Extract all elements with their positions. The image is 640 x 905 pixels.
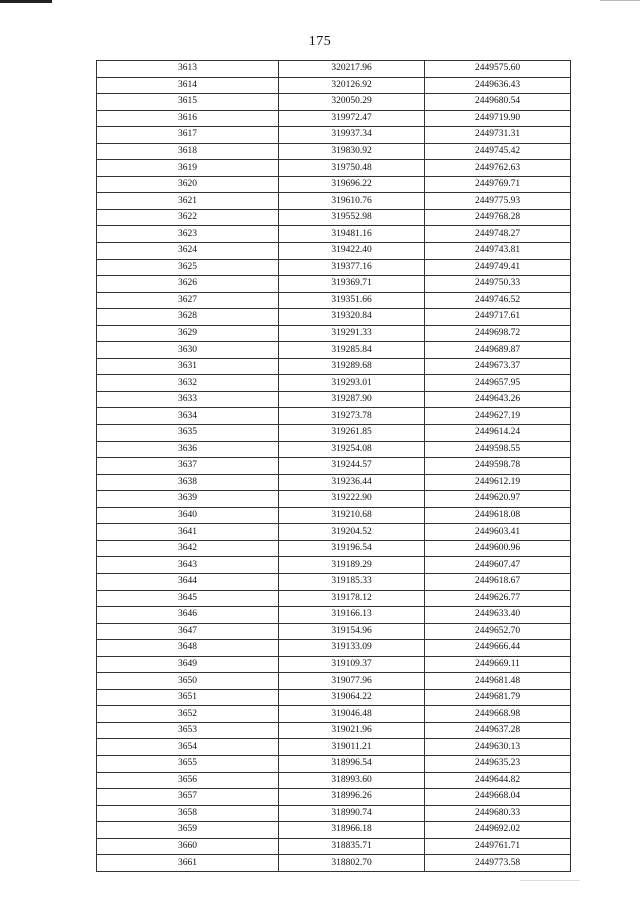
point-number-cell: 3627: [97, 292, 279, 309]
table-row: [97, 143, 571, 160]
y-coordinate-cell: 2449749.41: [425, 259, 571, 276]
table-row: [97, 226, 571, 243]
y-coordinate-cell: 2449644.82: [425, 772, 571, 789]
table-row: [97, 176, 571, 193]
table-row: [97, 524, 571, 541]
y-coordinate-cell: 2449666.44: [425, 640, 571, 657]
x-coordinate-cell: 318835.71: [279, 838, 425, 855]
y-coordinate-cell: 2449598.55: [425, 441, 571, 458]
table-row: [97, 640, 571, 657]
x-coordinate-cell: 319287.90: [279, 391, 425, 408]
table-row: [97, 61, 571, 78]
y-coordinate-cell: 2449692.02: [425, 822, 571, 839]
point-number-cell: 3640: [97, 507, 279, 524]
x-coordinate-cell: 318996.26: [279, 789, 425, 806]
y-coordinate-cell: 2449750.33: [425, 276, 571, 293]
x-coordinate-cell: 319937.34: [279, 127, 425, 144]
table-row: [97, 375, 571, 392]
y-coordinate-cell: 2449719.90: [425, 110, 571, 127]
x-coordinate-cell: 319204.52: [279, 524, 425, 541]
table-row: [97, 507, 571, 524]
point-number-cell: 3637: [97, 458, 279, 475]
table-row: [97, 755, 571, 772]
point-number-cell: 3616: [97, 110, 279, 127]
table-row: [97, 623, 571, 640]
y-coordinate-cell: 2449598.78: [425, 458, 571, 475]
x-coordinate-cell: 318996.54: [279, 755, 425, 772]
table-row: [97, 309, 571, 326]
x-coordinate-cell: 318990.74: [279, 805, 425, 822]
x-coordinate-cell: 318802.70: [279, 855, 425, 872]
point-number-cell: 3655: [97, 755, 279, 772]
table-row: [97, 425, 571, 442]
point-number-cell: 3638: [97, 474, 279, 491]
point-number-cell: 3652: [97, 706, 279, 723]
y-coordinate-cell: 2449635.23: [425, 755, 571, 772]
x-coordinate-cell: 319196.54: [279, 540, 425, 557]
y-coordinate-cell: 2449669.11: [425, 656, 571, 673]
y-coordinate-cell: 2449668.04: [425, 789, 571, 806]
point-number-cell: 3632: [97, 375, 279, 392]
point-number-cell: 3644: [97, 573, 279, 590]
table-row: [97, 276, 571, 293]
point-number-cell: 3618: [97, 143, 279, 160]
x-coordinate-cell: 319189.29: [279, 557, 425, 574]
x-coordinate-cell: 319185.33: [279, 573, 425, 590]
x-coordinate-cell: 319285.84: [279, 342, 425, 359]
y-coordinate-cell: 2449643.26: [425, 391, 571, 408]
x-coordinate-cell: 319552.98: [279, 209, 425, 226]
point-number-cell: 3635: [97, 425, 279, 442]
x-coordinate-cell: 319696.22: [279, 176, 425, 193]
x-coordinate-cell: 319011.21: [279, 739, 425, 756]
y-coordinate-cell: 2449607.47: [425, 557, 571, 574]
point-number-cell: 3648: [97, 640, 279, 657]
point-number-cell: 3661: [97, 855, 279, 872]
x-coordinate-cell: 319166.13: [279, 607, 425, 624]
point-number-cell: 3630: [97, 342, 279, 359]
y-coordinate-cell: 2449637.28: [425, 722, 571, 739]
table-row: [97, 193, 571, 210]
y-coordinate-cell: 2449627.19: [425, 408, 571, 425]
point-number-cell: 3660: [97, 838, 279, 855]
x-coordinate-cell: 319046.48: [279, 706, 425, 723]
point-number-cell: 3642: [97, 540, 279, 557]
x-coordinate-cell: 318993.60: [279, 772, 425, 789]
x-coordinate-cell: 319289.68: [279, 358, 425, 375]
x-coordinate-cell: 319830.92: [279, 143, 425, 160]
y-coordinate-cell: 2449748.27: [425, 226, 571, 243]
y-coordinate-cell: 2449636.43: [425, 77, 571, 94]
table-row: [97, 77, 571, 94]
table-row: [97, 491, 571, 508]
y-coordinate-cell: 2449612.19: [425, 474, 571, 491]
y-coordinate-cell: 2449761.71: [425, 838, 571, 855]
x-coordinate-cell: 320217.96: [279, 61, 425, 78]
y-coordinate-cell: 2449773.58: [425, 855, 571, 872]
y-coordinate-cell: 2449673.37: [425, 358, 571, 375]
y-coordinate-cell: 2449689.87: [425, 342, 571, 359]
table-row: [97, 739, 571, 756]
x-coordinate-cell: 319244.57: [279, 458, 425, 475]
point-number-cell: 3620: [97, 176, 279, 193]
y-coordinate-cell: 2449681.48: [425, 673, 571, 690]
y-coordinate-cell: 2449575.60: [425, 61, 571, 78]
table-row: [97, 243, 571, 260]
table-row: [97, 94, 571, 111]
point-number-cell: 3626: [97, 276, 279, 293]
coordinate-table: [96, 60, 571, 872]
table-row: [97, 656, 571, 673]
table-row: [97, 127, 571, 144]
table-row: [97, 160, 571, 177]
y-coordinate-cell: 2449769.71: [425, 176, 571, 193]
y-coordinate-cell: 2449743.81: [425, 243, 571, 260]
y-coordinate-cell: 2449614.24: [425, 425, 571, 442]
y-coordinate-cell: 2449680.54: [425, 94, 571, 111]
x-coordinate-cell: 319178.12: [279, 590, 425, 607]
table-row: [97, 540, 571, 557]
y-coordinate-cell: 2449626.77: [425, 590, 571, 607]
table-row: [97, 805, 571, 822]
coordinate-table-body: [97, 61, 571, 872]
x-coordinate-cell: 319273.78: [279, 408, 425, 425]
x-coordinate-cell: 319369.71: [279, 276, 425, 293]
table-row: [97, 292, 571, 309]
table-row: [97, 557, 571, 574]
point-number-cell: 3651: [97, 689, 279, 706]
table-row: [97, 110, 571, 127]
x-coordinate-cell: 319261.85: [279, 425, 425, 442]
y-coordinate-cell: 2449618.67: [425, 573, 571, 590]
table-row: [97, 573, 571, 590]
table-row: [97, 772, 571, 789]
x-coordinate-cell: 319109.37: [279, 656, 425, 673]
point-number-cell: 3658: [97, 805, 279, 822]
point-number-cell: 3631: [97, 358, 279, 375]
point-number-cell: 3628: [97, 309, 279, 326]
point-number-cell: 3647: [97, 623, 279, 640]
table-row: [97, 838, 571, 855]
table-row: [97, 706, 571, 723]
point-number-cell: 3634: [97, 408, 279, 425]
table-row: [97, 342, 571, 359]
point-number-cell: 3615: [97, 94, 279, 111]
table-row: [97, 358, 571, 375]
y-coordinate-cell: 2449698.72: [425, 325, 571, 342]
x-coordinate-cell: 319422.40: [279, 243, 425, 260]
table-row: [97, 209, 571, 226]
y-coordinate-cell: 2449620.97: [425, 491, 571, 508]
table-row: [97, 789, 571, 806]
point-number-cell: 3619: [97, 160, 279, 177]
x-coordinate-cell: 319750.48: [279, 160, 425, 177]
x-coordinate-cell: 319133.09: [279, 640, 425, 657]
point-number-cell: 3633: [97, 391, 279, 408]
y-coordinate-cell: 2449600.96: [425, 540, 571, 557]
point-number-cell: 3659: [97, 822, 279, 839]
x-coordinate-cell: 319254.08: [279, 441, 425, 458]
point-number-cell: 3623: [97, 226, 279, 243]
point-number-cell: 3636: [97, 441, 279, 458]
point-number-cell: 3649: [97, 656, 279, 673]
x-coordinate-cell: 318966.18: [279, 822, 425, 839]
page-number: 175: [308, 34, 332, 49]
point-number-cell: 3629: [97, 325, 279, 342]
y-coordinate-cell: 2449657.95: [425, 375, 571, 392]
x-coordinate-cell: 319077.96: [279, 673, 425, 690]
y-coordinate-cell: 2449680.33: [425, 805, 571, 822]
x-coordinate-cell: 319377.16: [279, 259, 425, 276]
table-row: [97, 673, 571, 690]
x-coordinate-cell: 319610.76: [279, 193, 425, 210]
point-number-cell: 3657: [97, 789, 279, 806]
x-coordinate-cell: 319021.96: [279, 722, 425, 739]
scan-edge-line: [600, 0, 640, 1]
scan-edge-mark: [0, 0, 52, 3]
table-row: [97, 458, 571, 475]
point-number-cell: 3613: [97, 61, 279, 78]
y-coordinate-cell: 2449633.40: [425, 607, 571, 624]
y-coordinate-cell: 2449668.98: [425, 706, 571, 723]
x-coordinate-cell: 319481.16: [279, 226, 425, 243]
table-row: [97, 822, 571, 839]
scan-edge-mark-bottom: [520, 880, 580, 881]
x-coordinate-cell: 319064.22: [279, 689, 425, 706]
y-coordinate-cell: 2449745.42: [425, 143, 571, 160]
x-coordinate-cell: 319320.84: [279, 309, 425, 326]
x-coordinate-cell: 319972.47: [279, 110, 425, 127]
table-row: [97, 474, 571, 491]
y-coordinate-cell: 2449681.79: [425, 689, 571, 706]
table-row: [97, 259, 571, 276]
y-coordinate-cell: 2449717.61: [425, 309, 571, 326]
y-coordinate-cell: 2449731.31: [425, 127, 571, 144]
table-row: [97, 590, 571, 607]
point-number-cell: 3653: [97, 722, 279, 739]
x-coordinate-cell: 319222.90: [279, 491, 425, 508]
point-number-cell: 3656: [97, 772, 279, 789]
x-coordinate-cell: 319154.96: [279, 623, 425, 640]
point-number-cell: 3622: [97, 209, 279, 226]
x-coordinate-cell: 319291.33: [279, 325, 425, 342]
y-coordinate-cell: 2449618.08: [425, 507, 571, 524]
point-number-cell: 3641: [97, 524, 279, 541]
table-row: [97, 325, 571, 342]
y-coordinate-cell: 2449768.28: [425, 209, 571, 226]
x-coordinate-cell: 320050.29: [279, 94, 425, 111]
point-number-cell: 3654: [97, 739, 279, 756]
y-coordinate-cell: 2449775.93: [425, 193, 571, 210]
y-coordinate-cell: 2449630.13: [425, 739, 571, 756]
table-row: [97, 689, 571, 706]
x-coordinate-cell: 319236.44: [279, 474, 425, 491]
table-row: [97, 855, 571, 872]
point-number-cell: 3646: [97, 607, 279, 624]
point-number-cell: 3614: [97, 77, 279, 94]
x-coordinate-cell: 320126.92: [279, 77, 425, 94]
table-row: [97, 441, 571, 458]
table-row: [97, 607, 571, 624]
y-coordinate-cell: 2449762.63: [425, 160, 571, 177]
y-coordinate-cell: 2449652.70: [425, 623, 571, 640]
point-number-cell: 3624: [97, 243, 279, 260]
x-coordinate-cell: 319351.66: [279, 292, 425, 309]
y-coordinate-cell: 2449746.52: [425, 292, 571, 309]
table-row: [97, 391, 571, 408]
point-number-cell: 3639: [97, 491, 279, 508]
x-coordinate-cell: 319293.01: [279, 375, 425, 392]
y-coordinate-cell: 2449603.41: [425, 524, 571, 541]
point-number-cell: 3645: [97, 590, 279, 607]
point-number-cell: 3650: [97, 673, 279, 690]
table-row: [97, 722, 571, 739]
point-number-cell: 3621: [97, 193, 279, 210]
table-row: [97, 408, 571, 425]
point-number-cell: 3617: [97, 127, 279, 144]
point-number-cell: 3643: [97, 557, 279, 574]
point-number-cell: 3625: [97, 259, 279, 276]
x-coordinate-cell: 319210.68: [279, 507, 425, 524]
